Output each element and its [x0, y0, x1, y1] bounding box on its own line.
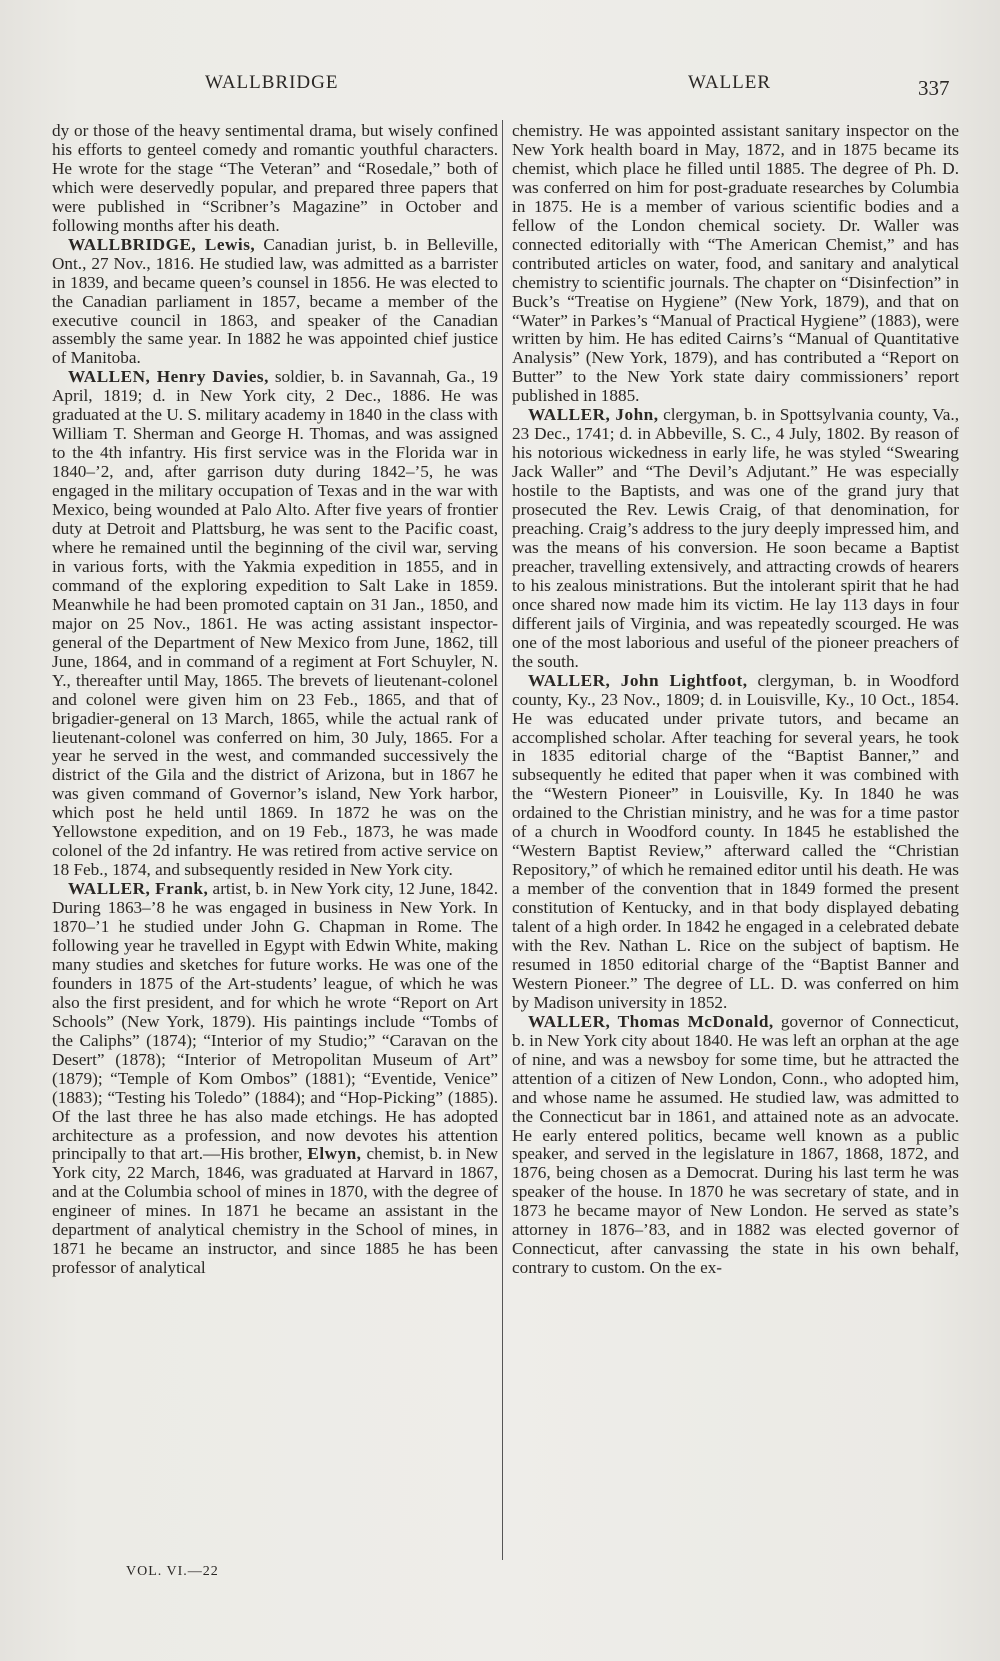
left-running-head: WALLBRIDGE — [205, 72, 339, 93]
headword: WALLER, John Lightfoot, — [528, 670, 748, 690]
entry-waller-john — [512, 406, 959, 671]
running-header — [0, 66, 1000, 106]
sub-headword: Elwyn, — [307, 1144, 362, 1164]
headword: WALLER, Thomas McDonald, — [528, 1011, 774, 1031]
entry-text: Canadian jurist, b. in Belleville, Ont., 27 Nov., 1816. He studied law, was admitted as a barrister in 1839, and became queen’s counsel in 1856. He was elected to the Canadian parliament in 1857, became a member of the executive council in 1863, and speaker of the Canadian assembly the same year. In 1882 he was appointed chief justice of Manitoba. — [52, 234, 498, 368]
headword: WALLEN, Henry Davies, — [68, 367, 269, 387]
entry-wallen-henry-davies — [52, 368, 498, 880]
left-column — [52, 122, 498, 1587]
continuation-paragraph: chemistry. He was appointed assistant sanitary inspector on the New York health board in May, 1872, and in 1875 became its chemist, which place he filled until 1885. The degree of Ph. D. was conferred on him for post-graduate researches by Columbia in 1875. He is a member of various scientific bodies and a fellow of the London chemical society. Dr. Waller was connected editorially with “The American Chemist,” and has contributed articles on water, food, and sanitary and analytical chemistry to scientific journals. The chapter on “Disinfection” in Buck’s “Treatise on Hygiene” (New York, 1879), and that on “Water” in Parkes’s “Manual of Practical Hygiene” (1883), were written by him. He has edited Cairns’s “Manual of Quantitative Analysis” (New York, 1879), and has contributed a “Report on Butter” to the New York state dairy commissioners’ report published in 1885. — [512, 122, 959, 406]
entry-text: soldier, b. in Savannah, Ga., 19 April, 1819; d. in New York city, 2 Dec., 1886. He was graduated at the U. S. military academy in 1840 in the class with William T. Sherman and George H. Thomas, and was assigned to the 4th infantry. His first service was in the Florida war in 1840–’2, and, after garrison duty during 1842–’5, he was engaged in the military occupation of Texas and in the war with Mexico, being wounded at Palo Alto. After five years of frontier duty at Detroit and Plattsburg, he was sent to the Pacific coast, where he remained until the beginning of the civil war, serving in various forts, with the Yakmia expedition in 1855, and in command of the exploring expedition to Salt Lake in 1859. Meanwhile he had been promoted captain on 31 Jan., 1850, and major on 25 Nov., 1861. He was acting assistant inspector-general of the Department of New Mexico from June, 1862, till June, 1864, and in command of a regiment at Fort Schuyler, N. Y., thereafter until May, 1865. The brevets of lieutenant-colonel and colonel were given him on 23 Feb., 1865, and that of brigadier-general on 13 March, 1865, while the actual rank of lieutenant-colonel was conferred on him, 30 July, 1865. For a year he served in the west, and commanded successively the district of the Gila and the district of Arizona, but in 1867 he was given command of Governor’s island, New York harbor, which post he held until 1869. In 1872 he was on the Yellowstone expedition, and on 19 Feb., 1873, he was made colonel of the 2d infantry. He was retired from active service on 18 Feb., 1874, and subsequently resided in New York city. — [52, 367, 498, 880]
continuation-paragraph: dy or those of the heavy sentimental drama, but wisely confined his efforts to genteel comedy and romantic youthful characters. He wrote for the stage “The Veteran” and “Rosedale,” both of which were deservedly popular, and prepared three papers that were published in “Scribner’s Magazine” in October and following months after his death. — [52, 122, 498, 235]
headword: WALLBRIDGE, Lewis, — [68, 234, 256, 254]
headword: WALLER, Frank, — [68, 879, 209, 899]
signature-mark: VOL. VI.—22 — [126, 1564, 219, 1579]
entry-text: governor of Connecticut, b. in New York city about 1840. He was left an orphan at the age of nine, and was a newsboy for some time, but he attracted the attention of a citizen of New London, Conn., who adopted him, and whose name he assumed. He studied law, was admitted to the Connecticut bar in 1861, and attained note as an advocate. He early entered politics, became well known as a public speaker, and served in the legislature in 1867, 1868, 1872, and 1876, being chosen as a Democrat. During his last term he was speaker of the house. In 1870 he was secretary of state, and in 1873 he became mayor of New London. He served as state’s attorney in 1876–’83, and in 1882 was elected governor of Connecticut, after canvassing the state in his own behalf, contrary to custom. On the ex- — [512, 1011, 959, 1278]
headword: WALLER, John, — [528, 405, 659, 425]
right-column — [512, 122, 959, 1587]
entry-waller-frank — [52, 880, 498, 1278]
entry-text: clergyman, b. in Spottsylvania county, Va., 23 Dec., 1741; d. in Abbeville, S. C., 4 July, 1802. By reason of his notorious wickedness in early life, he was styled “Swearing Jack Waller” and “The Devil’s Adjutant.” He was especially hostile to the Baptists, and was one of the grand jury that prosecuted the Rev. Lewis Craig, of that denomination, for preaching. Craig’s address to the jury deeply impressed him, and was the means of his conversion. He soon became a Baptist preacher, travelling extensively, and attracting crowds of hearers to his zealous ministrations. But the intolerant spirit that he had once shared now made him its victim. He lay 113 days in four different jails of Virginia, and was repeatedly scourged. He was one of the most laborious and useful of the pioneer preachers of the south. — [512, 405, 959, 671]
entry-text: clergyman, b. in Woodford county, Ky., 23 Nov., 1809; d. in Louisville, Ky., 10 Oct., 1854. He was educated under private tutors, and became an accomplished scholar. After teaching for several years, he took in 1835 editorial charge of the “Baptist Banner,” and subsequently he edited that paper when it was combined with the “Western Pioneer” in Louisville, Ky. In 1840 he was ordained to the Christian ministry, and he was for a time pastor of a church in Woodford county. In 1845 he established the “Western Baptist Review,” afterward called the “Christian Repository,” of which he remained editor until his death. He was a member of the convention that in 1849 formed the present constitution of Kentucky, and in that body displayed debating talent of a high order. In 1842 he engaged in a celebrated debate with the Rev. Nathan L. Rice on the subject of baptism. He resumed in 1850 editorial charge of the “Baptist Banner and Western Pioneer.” The degree of LL. D. was conferred on him by Madison university in 1852. — [512, 670, 959, 1012]
entry-waller-thomas-mcdonald — [512, 1013, 959, 1278]
entry-text: artist, b. in New York city, 12 June, 1842. During 1863–’8 he was engaged in business in New York. In 1870–’1 he studied under John G. Chapman in Rome. The following year he travelled in Egypt with Edwin White, making many studies and sketches for future works. He was one of the founders in 1875 of the Art-students’ league, of which he was also the first president, and for which he wrote “Report on Art Schools” (New York, 1879). His paintings include “Tombs of the Caliphs” (1874); “Interior of my Studio;” “Caravan on the Desert” (1878); “Interior of Metropolitan Museum of Art” (1879); “Temple of Kom Ombos” (1881); “Eventide, Venice” (1883); “Testing his Toledo” (1884); and “Hop-Picking” (1885). Of the last three he has also made etchings. He has adopted architecture as a profession, and now devotes his attention principally to that art.—His brother, — [52, 879, 498, 1164]
entry-wallbridge-lewis — [52, 236, 498, 369]
right-running-head: WALLER — [688, 72, 772, 93]
entry-waller-john-lightfoot — [512, 672, 959, 1013]
column-divider — [502, 120, 503, 1560]
entry-text-continued: chemist, b. in New York city, 22 March, 1846, was graduated at Harvard in 1867, and at the Columbia school of mines in 1870, with the degree of engineer of mines. In 1871 he became an assistant in the department of analytical chemistry in the School of mines, in 1871 he became an instructor, and since 1885 he has been professor of analytical — [52, 1144, 498, 1278]
page-number: 337 — [918, 76, 950, 100]
